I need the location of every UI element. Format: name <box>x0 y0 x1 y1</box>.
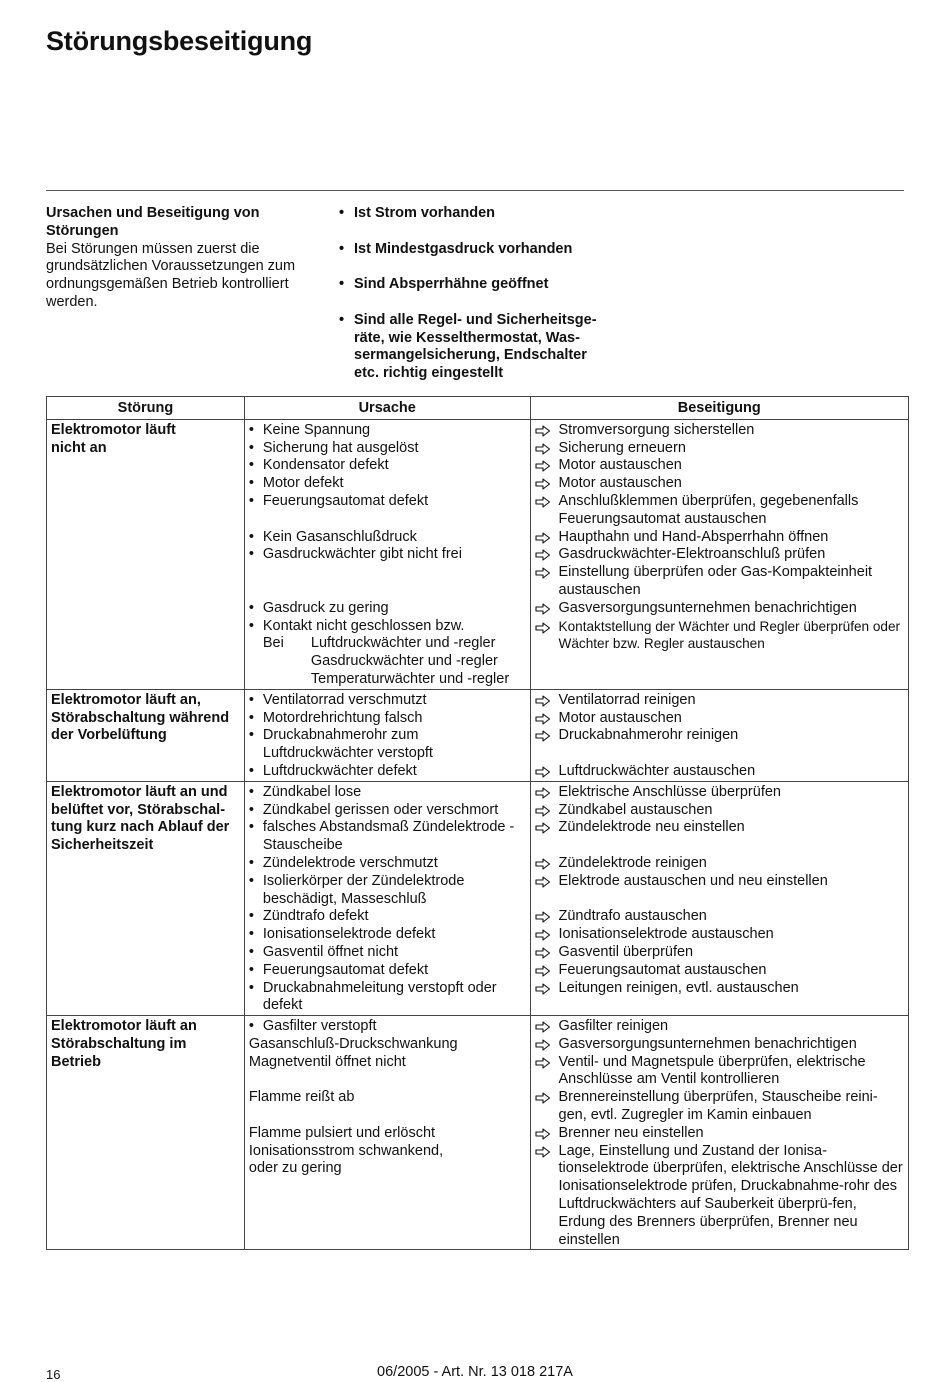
remedy-text: Gasdruckwächter-Elektroanschluß prüfen <box>558 546 826 563</box>
hollow-right-arrow-icon <box>535 695 551 707</box>
remedy-text: Motor austauschen <box>558 475 682 492</box>
spacer <box>249 582 526 600</box>
spacer <box>249 1071 526 1089</box>
hollow-right-arrow-icon <box>535 460 551 472</box>
remedy-text: Gasventil überprüfen <box>558 943 694 960</box>
remedy-item <box>535 529 904 547</box>
cause-item: • Gasventil öffnet nicht <box>249 944 526 962</box>
remedy-item <box>535 944 904 962</box>
remedy-item <box>535 819 904 837</box>
remedy-cell <box>530 419 908 689</box>
remedy-text: Anschlußklemmen überprüfen, gegebenenfalls Feuerungsautomat austauschen <box>558 492 859 527</box>
remedy-item <box>535 710 904 728</box>
remedy-text: Zündelektrode neu einstellen <box>558 819 745 836</box>
checklist-item-line: etc. richtig eingestellt <box>354 365 504 382</box>
remedy-item <box>535 802 904 820</box>
remedy-item <box>535 962 904 980</box>
cause-item: • Zündkabel gerissen oder verschmort <box>249 802 526 820</box>
spacer <box>249 511 526 529</box>
remedy-text: Gasfilter reinigen <box>558 1018 669 1035</box>
spacer <box>535 837 904 855</box>
checklist-item <box>338 312 616 383</box>
remedy-item <box>535 908 904 926</box>
remedy-cell <box>530 1016 908 1250</box>
cause-item: • Ventilatorrad verschmutzt <box>249 692 526 710</box>
remedy-item <box>535 1054 904 1090</box>
cause-item: • Gasdruck zu gering <box>249 600 526 618</box>
checklist-item: • Sind Absperrhähne geöffnet <box>338 276 628 294</box>
hollow-right-arrow-icon <box>535 965 551 977</box>
cause-item: • Sicherung hat ausgelöst <box>249 440 526 458</box>
remedy-item <box>535 926 904 944</box>
remedy-text: Kontaktstellung der Wächter und Regler überprüfen oder Wächter bzw. Regler austauschen <box>558 618 901 652</box>
cause-sublist <box>249 635 526 688</box>
cause-subitem: Gasdruckwächter und -regler <box>310 653 498 670</box>
hollow-right-arrow-icon <box>535 1128 551 1140</box>
hollow-right-arrow-icon <box>535 603 551 615</box>
cause-subitem <box>263 635 526 653</box>
cause-item: Flamme pulsiert und erlöscht <box>248 1124 436 1141</box>
intro-block <box>46 205 321 312</box>
cause-item: • Zündelektrode verschmutzt <box>249 855 526 873</box>
troubleshooting-table <box>46 396 909 1250</box>
remedy-item <box>535 493 904 529</box>
hollow-right-arrow-icon <box>535 425 551 437</box>
hollow-right-arrow-icon <box>535 478 551 490</box>
hollow-right-arrow-icon <box>535 947 551 959</box>
hollow-right-arrow-icon <box>535 822 551 834</box>
remedy-text: Ionisationselektrode austauschen <box>558 926 774 943</box>
remedy-cell <box>530 781 908 1015</box>
hollow-right-arrow-icon <box>535 1021 551 1033</box>
remedy-text: Feuerungsautomat austauschen <box>558 961 767 978</box>
cause-item: • Ionisationselektrode defekt <box>249 926 526 944</box>
cause-item: Ionisationsstrom schwankend, <box>248 1142 444 1159</box>
hollow-right-arrow-icon <box>535 1039 551 1051</box>
hollow-right-arrow-icon <box>535 766 551 778</box>
column-header-fault: Störung <box>47 397 245 420</box>
hollow-right-arrow-icon <box>535 621 551 633</box>
remedy-text: Ventil- und Magnetspule überprüfen, elektrische Anschlüsse am Ventil kontrollieren <box>558 1053 866 1088</box>
remedy-item <box>535 1089 904 1125</box>
column-header-remedy: Beseitigung <box>530 397 908 420</box>
hollow-right-arrow-icon <box>535 532 551 544</box>
remedy-text: Elektrode austauschen und neu einstellen <box>558 872 828 889</box>
spacer <box>535 745 904 763</box>
remedy-item <box>535 1036 904 1054</box>
remedy-text: Zündelektrode reinigen <box>558 854 707 871</box>
document-footer: 06/2005 - Art. Nr. 13 018 217A <box>377 1364 573 1380</box>
section-divider <box>46 190 904 191</box>
hollow-right-arrow-icon <box>535 1057 551 1069</box>
cause-cell <box>244 689 530 781</box>
remedy-text: Sicherung erneuern <box>558 439 686 456</box>
prerequisite-checklist <box>338 205 628 401</box>
intro-heading: Ursachen und Beseitigung von Störungen <box>46 205 260 239</box>
checklist-item: • Ist Mindestgasdruck vorhanden <box>338 241 628 259</box>
fault-cell: Elektromotor läuft nicht an <box>47 419 245 689</box>
cause-item: • Motordrehrichtung falsch <box>249 710 526 728</box>
hollow-right-arrow-icon <box>535 876 551 888</box>
remedy-text: Luftdruckwächter austauschen <box>558 762 756 779</box>
remedy-item <box>535 784 904 802</box>
hollow-right-arrow-icon <box>535 858 551 870</box>
column-header-cause: Ursache <box>244 397 530 420</box>
page-number: 16 <box>46 1367 61 1382</box>
remedy-item <box>535 727 904 745</box>
remedy-text: Druckabnahmerohr reinigen <box>558 727 739 744</box>
remedy-cell <box>530 689 908 781</box>
fault-cell: Elektromotor läuft an, Störabschaltung während der Vorbelüftung <box>47 689 245 781</box>
hollow-right-arrow-icon <box>535 730 551 742</box>
checklist-item: • Ist Strom vorhanden <box>338 205 628 223</box>
hollow-right-arrow-icon <box>535 983 551 995</box>
cause-item: • Keine Spannung <box>249 422 526 440</box>
cause-item: • Druckabnahmerohr zum Luftdruckwächter verstopft <box>249 727 526 763</box>
cause-item: • Motor defekt <box>249 475 526 493</box>
spacer <box>249 1107 526 1125</box>
hollow-right-arrow-icon <box>535 805 551 817</box>
remedy-text: Haupthahn und Hand-Absperrhahn öffnen <box>558 528 829 545</box>
spacer <box>249 564 526 582</box>
remedy-text: Brenner neu einstellen <box>558 1124 704 1141</box>
remedy-item <box>535 422 904 440</box>
remedy-item <box>535 546 904 564</box>
hollow-right-arrow-icon <box>535 713 551 725</box>
table-header-row <box>47 397 909 420</box>
hollow-right-arrow-icon <box>535 911 551 923</box>
cause-item: Flamme reißt ab <box>248 1089 355 1106</box>
cause-sublist-lead: Bei <box>262 635 284 652</box>
remedy-item <box>535 855 904 873</box>
hollow-right-arrow-icon <box>535 443 551 455</box>
remedy-text: Gasversorgungsunternehmen benachrichtigen <box>558 1035 857 1052</box>
cause-item: • Feuerungsautomat defekt <box>249 493 526 511</box>
remedy-item <box>535 1018 904 1036</box>
remedy-item <box>535 457 904 475</box>
cause-cell <box>244 781 530 1015</box>
hollow-right-arrow-icon <box>535 567 551 579</box>
hollow-right-arrow-icon <box>535 1146 551 1158</box>
cause-item: • Kein Gasanschlußdruck <box>249 529 526 547</box>
cause-item: • Gasdruckwächter gibt nicht frei <box>249 546 526 564</box>
cause-item: • Kontakt nicht geschlossen bzw. <box>249 618 526 636</box>
remedy-item <box>535 1125 904 1143</box>
remedy-text: Zündkabel austauschen <box>558 801 713 818</box>
cause-item: • Gasfilter verstopft <box>249 1018 526 1036</box>
hollow-right-arrow-icon <box>535 549 551 561</box>
cause-item: • Zündtrafo defekt <box>249 908 526 926</box>
remedy-text: Zündtrafo austauschen <box>558 908 707 925</box>
remedy-item <box>535 475 904 493</box>
cause-item: • Kondensator defekt <box>249 457 526 475</box>
remedy-text: Lage, Einstellung und Zustand der Ionisa-tionselektrode überprüfen, elektrische Anschlüsse der Ionisationselektrode prüfen, Druckabnahme-rohr des Luftdruckwächters auf Sauberkeit überprü-fen, Erdung des Brenners überprüfen, Brenner neu einstellen <box>558 1142 903 1248</box>
cause-subitem-text: Luftdruckwächter und -regler <box>310 635 496 652</box>
cause-item: Magnetventil öffnet nicht <box>248 1053 406 1070</box>
cause-subitem: Temperaturwächter und -regler <box>310 670 510 687</box>
table-body <box>47 419 909 1250</box>
remedy-text: Gasversorgungsunternehmen benachrichtigen <box>558 599 857 616</box>
cause-item: • falsches Abstandsmaß Zündelektrode - Stauscheibe <box>249 819 526 855</box>
fault-cell: Elektromotor läuft an und belüftet vor, Störabschal-tung kurz nach Ablauf der Sicherheitszeit <box>47 781 245 1015</box>
remedy-text: Motor austauschen <box>558 457 682 474</box>
remedy-item <box>535 440 904 458</box>
remedy-text: Einstellung überprüfen oder Gas-Kompakteinheit austauschen <box>558 564 873 598</box>
hollow-right-arrow-icon <box>535 1092 551 1104</box>
checklist-item-line: sermangelsicherung, Endschalter <box>354 347 587 364</box>
cause-item: • Zündkabel lose <box>249 784 526 802</box>
remedy-item <box>535 873 904 891</box>
remedy-item <box>535 1143 904 1250</box>
cause-item: • Luftdruckwächter defekt <box>249 763 526 781</box>
checklist-item-line: räte, wie Kesselthermostat, Was- <box>354 329 580 346</box>
table-row <box>47 1016 909 1250</box>
remedy-text: Elektrische Anschlüsse überprüfen <box>558 783 781 800</box>
hollow-right-arrow-icon <box>535 929 551 941</box>
table-row <box>47 781 909 1015</box>
remedy-text: Stromversorgung sicherstellen <box>558 421 755 438</box>
checklist-item-line: Sind alle Regel- und Sicherheitsge- <box>354 311 597 328</box>
cause-cell <box>244 1016 530 1250</box>
remedy-item <box>535 980 904 998</box>
remedy-item <box>535 564 904 600</box>
cause-item: • Druckabnahmeleitung verstopft oder defekt <box>249 980 526 1016</box>
remedy-text: Leitungen reinigen, evtl. austauschen <box>558 979 799 996</box>
cause-item: Gasanschluß-Druckschwankung <box>248 1035 458 1052</box>
cause-item: • Feuerungsautomat defekt <box>249 962 526 980</box>
fault-cell: Elektromotor läuft an Störabschaltung im Betrieb <box>47 1016 245 1250</box>
hollow-right-arrow-icon <box>535 496 551 508</box>
intro-text: Bei Störungen müssen zuerst die grundsätzlichen Voraussetzungen zum ordnungsgemäßen Betrieb kontrolliert werden. <box>46 240 296 310</box>
table-row <box>47 419 909 689</box>
page-title: Störungsbeseitigung <box>46 26 313 56</box>
hollow-right-arrow-icon <box>535 787 551 799</box>
remedy-text: Motor austauschen <box>558 709 682 726</box>
table-row <box>47 689 909 781</box>
remedy-item <box>535 763 904 781</box>
remedy-text: Ventilatorrad reinigen <box>558 691 696 708</box>
spacer <box>535 891 904 909</box>
cause-item: • Isolierkörper der Zündelektrode beschädigt, Masseschluß <box>249 873 526 909</box>
remedy-item <box>535 692 904 710</box>
cause-item: oder zu gering <box>248 1160 342 1177</box>
remedy-text: Brennereinstellung überprüfen, Stauscheibe reini-gen, evtl. Zugregler im Kamin einbauen <box>558 1089 878 1124</box>
remedy-item <box>535 618 904 654</box>
remedy-item <box>535 600 904 618</box>
cause-cell <box>244 419 530 689</box>
